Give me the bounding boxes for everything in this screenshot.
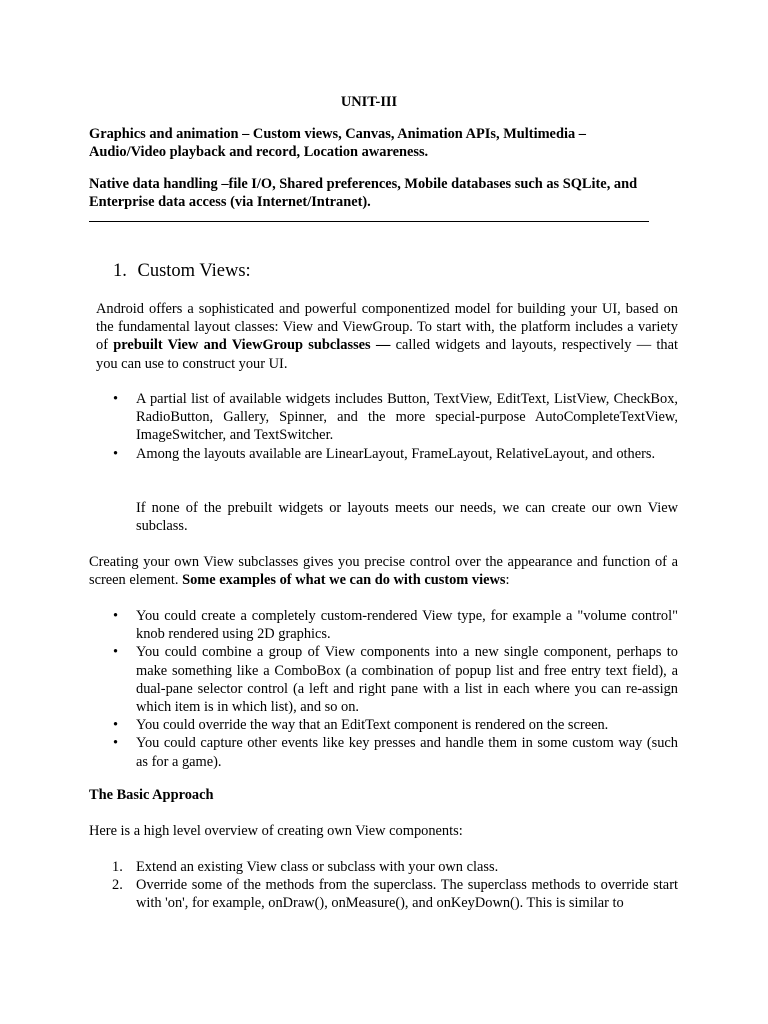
section-heading bbox=[113, 260, 513, 282]
list-item-text: You could override the way that an EditText component is rendered on the screen. bbox=[136, 717, 609, 734]
intro-paragraph bbox=[96, 300, 678, 373]
list-item-text: You could combine a group of View components into a new single component, perhaps to make something like a ComboBox (a combination of popup list and free entry text field), a dual-pane selector control (a left and right pane with a list in each where you can re-assign which item is in which list), and so on. bbox=[136, 644, 678, 716]
list-item bbox=[113, 607, 678, 643]
list-item bbox=[112, 858, 678, 876]
creating-text-b: : bbox=[505, 572, 510, 589]
examples-bullet-list bbox=[113, 607, 678, 771]
step-number: 1. bbox=[112, 859, 123, 875]
list-item bbox=[112, 876, 678, 912]
list-item bbox=[113, 445, 678, 463]
bullet-icon: • bbox=[113, 445, 119, 462]
bullet-icon: • bbox=[113, 644, 119, 661]
prebuilt-note: If none of the prebuilt widgets or layouts meets our needs, we can create our own View subclass. bbox=[136, 500, 678, 535]
step-number: 2. bbox=[112, 877, 123, 894]
basic-approach-intro: Here is a high level overview of creating own View components: bbox=[89, 823, 463, 839]
intro-text-b: called widgets and layouts, respectively — that you can use to construct your UI. bbox=[96, 337, 679, 372]
steps-list bbox=[112, 858, 678, 913]
list-item bbox=[113, 643, 678, 716]
list-item-text: A partial list of available widgets includes Button, TextView, EditText, ListView, CheckBox, RadioButton, Gallery, Spinner, and the more special-purpose AutoCompleteTextView, ImageSwitcher, and TextSwitcher. bbox=[136, 391, 678, 444]
bullet-icon: • bbox=[113, 735, 119, 752]
list-item bbox=[113, 734, 678, 770]
list-item bbox=[113, 390, 678, 445]
list-item-text: You could create a completely custom-rendered View type, for example a "volume control" knob rendered using 2D graphics. bbox=[136, 608, 678, 643]
basic-approach-heading: The Basic Approach bbox=[89, 787, 214, 803]
creating-paragraph bbox=[89, 553, 678, 589]
section-number: 1. bbox=[113, 261, 127, 281]
intro-text-bold: prebuilt View and ViewGroup subclasses — bbox=[113, 337, 391, 354]
bullet-icon: • bbox=[113, 717, 119, 734]
bullet-icon: • bbox=[113, 608, 119, 624]
horizontal-rule bbox=[89, 221, 649, 222]
list-item-text: Override some of the methods from the superclass. The superclass methods to override start with 'on', for example, onDraw(), onMeasure(), and onKeyDown(). This is similar to bbox=[136, 877, 678, 912]
list-item-text: Among the layouts available are LinearLayout, FrameLayout, RelativeLayout, and others. bbox=[136, 445, 656, 462]
creating-text-a: Creating your own View subclasses gives you precise control over the appearance and function of a screen element. bbox=[89, 554, 678, 589]
list-item bbox=[113, 716, 678, 734]
bullet-icon: • bbox=[113, 391, 119, 407]
unit-title: UNIT-III bbox=[340, 94, 398, 110]
creating-text-bold: Some examples of what we can do with custom views bbox=[182, 572, 506, 589]
widget-bullet-list bbox=[113, 390, 678, 463]
section-title: Custom Views: bbox=[137, 261, 251, 281]
intro-text-a: Android offers a sophisticated and powerful componentized model for building your UI, based on the fundamental layout classes: View and ViewGroup. To start with, the platform includes a variety of bbox=[96, 301, 678, 354]
list-item-text: Extend an existing View class or subclass with your own class. bbox=[136, 859, 499, 875]
syllabus-line-2: Native data handling –file I/O, Shared preferences, Mobile databases such as SQLite, and Enterprise data access (via Internet/Intranet). bbox=[89, 176, 638, 211]
syllabus-line-1: Graphics and animation – Custom views, Canvas, Animation APIs, Multimedia – Audio/Video playback and record, Location awareness. bbox=[89, 126, 586, 161]
list-item-text: You could capture other events like key presses and handle them in some custom way (such as for a game). bbox=[136, 735, 678, 770]
